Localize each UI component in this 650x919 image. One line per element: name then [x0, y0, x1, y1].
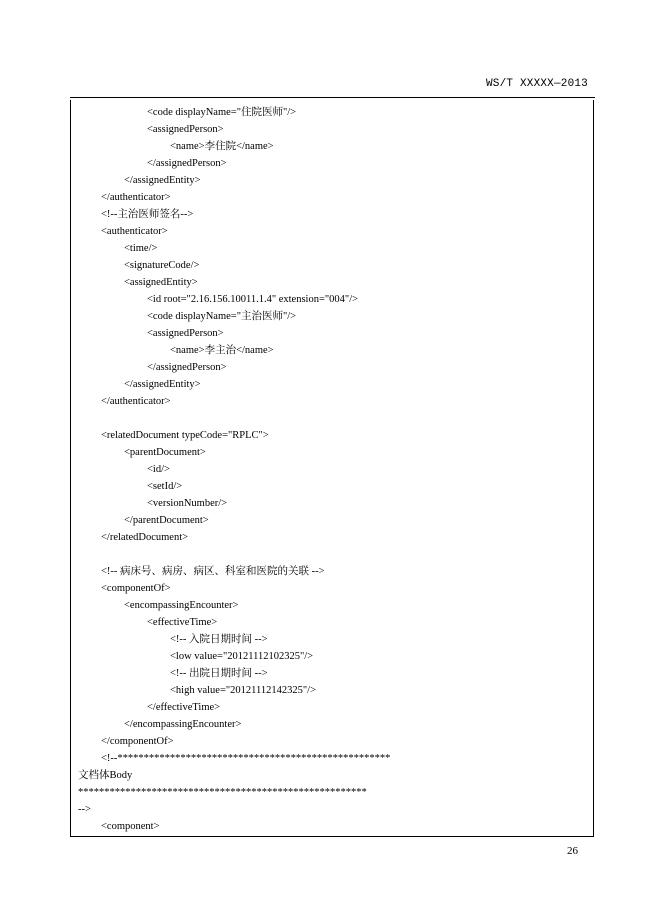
code-line: <versionNumber/> — [147, 498, 228, 509]
code-line: </componentOf> — [101, 736, 174, 747]
code-line: <assignedPerson> — [147, 328, 224, 339]
code-line: <assignedEntity> — [124, 277, 198, 288]
code-line: </assignedPerson> — [147, 158, 227, 169]
code-line: </assignedEntity> — [124, 175, 201, 186]
code-line: <componentOf> — [101, 583, 171, 594]
code-line — [78, 546, 588, 563]
code-line: 文档体Body — [78, 770, 133, 781]
code-line: <component> — [101, 821, 160, 832]
code-line: <!--**************************************************** — [101, 753, 391, 764]
code-line: <code displayName="主治医师"/> — [147, 311, 297, 322]
code-line: </authenticator> — [101, 192, 171, 203]
code-line — [78, 410, 588, 427]
code-line: <setId/> — [147, 481, 183, 492]
code-line: <relatedDocument typeCode="RPLC"> — [101, 430, 269, 441]
page-number: 26 — [567, 845, 578, 857]
code-line: <!-- 病床号、病房、病区、科室和医院的关联 --> — [101, 566, 325, 577]
code-line: <encompassingEncounter> — [124, 600, 239, 611]
header-rule — [70, 97, 595, 98]
standard-code: WS/T XXXXX—2013 — [485, 78, 588, 90]
code-line: <assignedPerson> — [147, 124, 224, 135]
code-line: <high value="20121112142325"/> — [170, 685, 317, 696]
code-line: <time/> — [124, 243, 158, 254]
code-line: <code displayName="住院医师"/> — [147, 107, 297, 118]
code-line: <!-- 出院日期时间 --> — [170, 668, 268, 679]
code-line: </assignedPerson> — [147, 362, 227, 373]
code-listing — [78, 104, 588, 835]
code-line: </relatedDocument> — [101, 532, 189, 543]
code-line: <authenticator> — [101, 226, 168, 237]
code-line: </encompassingEncounter> — [124, 719, 242, 730]
code-line: </effectiveTime> — [147, 702, 221, 713]
code-line: <!--主治医师签名--> — [101, 209, 194, 220]
code-line: </assignedEntity> — [124, 379, 201, 390]
code-line: </authenticator> — [101, 396, 171, 407]
code-line: <!-- 入院日期时间 --> — [170, 634, 268, 645]
code-line: <id/> — [147, 464, 170, 475]
code-line: <low value="20121112102325"/> — [170, 651, 314, 662]
code-line: <name>李主治</name> — [170, 345, 274, 356]
code-line: --> — [78, 804, 91, 815]
code-line: <name>李住院</name> — [170, 141, 274, 152]
code-line: <effectiveTime> — [147, 617, 218, 628]
code-line: <parentDocument> — [124, 447, 206, 458]
code-line: </parentDocument> — [124, 515, 209, 526]
code-line: <id root="2.16.156.10011.1.4" extension="004"/> — [147, 294, 359, 305]
code-line: <signatureCode/> — [124, 260, 200, 271]
code-line: ******************************************************* — [78, 787, 367, 798]
